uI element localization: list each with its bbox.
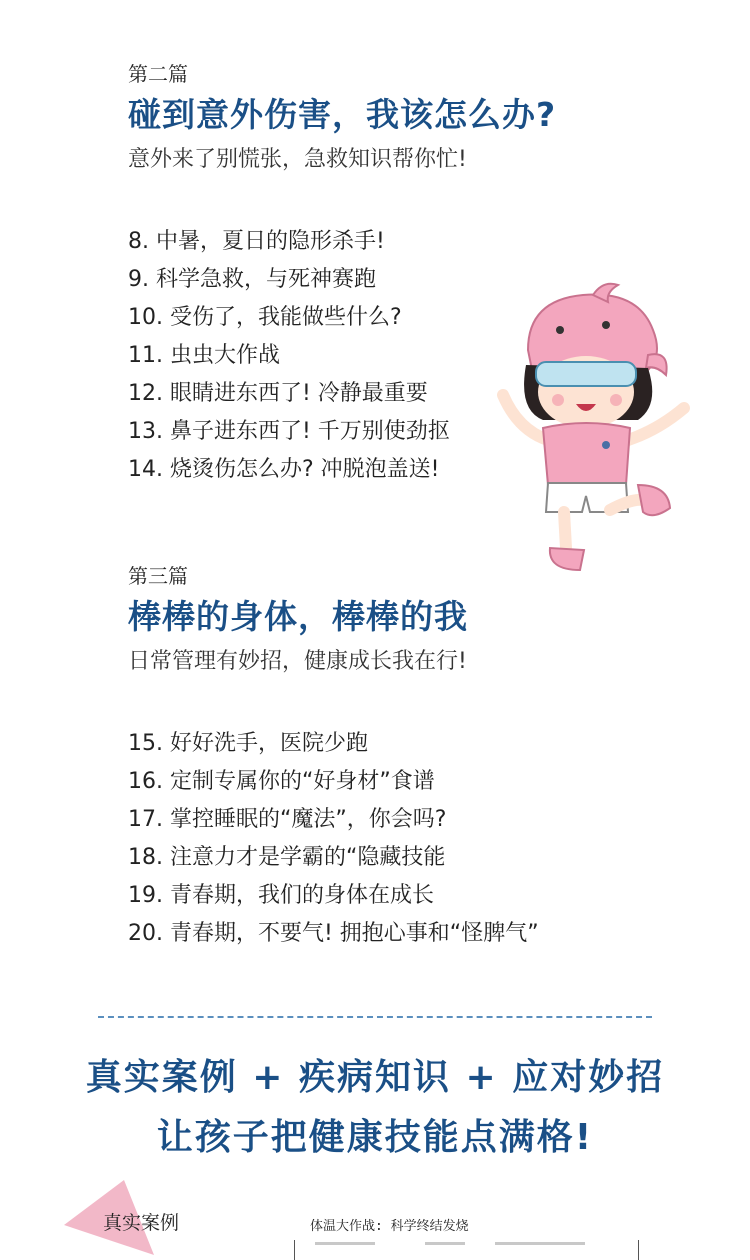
section-subtitle: 意外来了别慌张，急救知识帮你忙! — [128, 147, 467, 172]
chapter-item: 16. 定制专属你的“好身材”食谱 — [128, 769, 435, 794]
chapter-item: 15. 好好洗手，医院少跑 — [128, 731, 368, 756]
dashed-divider — [98, 1016, 652, 1018]
chapter-item: 17. 掌控睡眠的“魔法”，你会吗? — [128, 807, 447, 832]
chapter-item: 20. 青春期，不要气! 拥抱心事和“怪脾气” — [128, 921, 539, 946]
slogan-line-2: 让孩子把健康技能点满格! — [156, 1117, 594, 1158]
chapter-item: 18. 注意力才是学霸的“隐藏技能 — [128, 845, 446, 870]
case-preview-image — [294, 1240, 639, 1260]
case-preview-title: 体温大作战: 科学终结发烧 — [310, 1219, 469, 1234]
chapter-item: 9. 科学急救，与死神赛跑 — [128, 267, 376, 292]
chapter-item: 10. 受伤了，我能做些什么? — [128, 305, 402, 330]
section-title: 碰到意外伤害，我该怎么办? — [128, 95, 557, 134]
case-section-label: 真实案例 — [103, 1212, 180, 1234]
section-subtitle: 日常管理有妙招，健康成长我在行! — [128, 649, 467, 674]
slogan-line-1: 真实案例 + 疾病知识 + 应对妙招 — [85, 1057, 665, 1098]
section-label: 第二篇 — [128, 62, 188, 86]
chapter-item: 8. 中暑，夏日的隐形杀手! — [128, 229, 385, 254]
chapter-list — [128, 725, 539, 953]
section-title: 棒棒的身体，棒棒的我 — [128, 597, 468, 636]
chapter-item: 11. 虫虫大作战 — [128, 343, 280, 368]
mascot-girl-dolphin-hat-icon — [488, 280, 698, 580]
section-3 — [128, 566, 539, 953]
chapter-item: 14. 烧烫伤怎么办? 冲脱泡盖送! — [128, 457, 440, 482]
chapter-item: 19. 青春期，我们的身体在成长 — [128, 883, 434, 908]
chapter-item: 12. 眼睛进东西了! 冷静最重要 — [128, 381, 428, 406]
chapter-item: 13. 鼻子进东西了! 千万别使劲抠 — [128, 419, 450, 444]
section-label: 第三篇 — [128, 564, 188, 588]
